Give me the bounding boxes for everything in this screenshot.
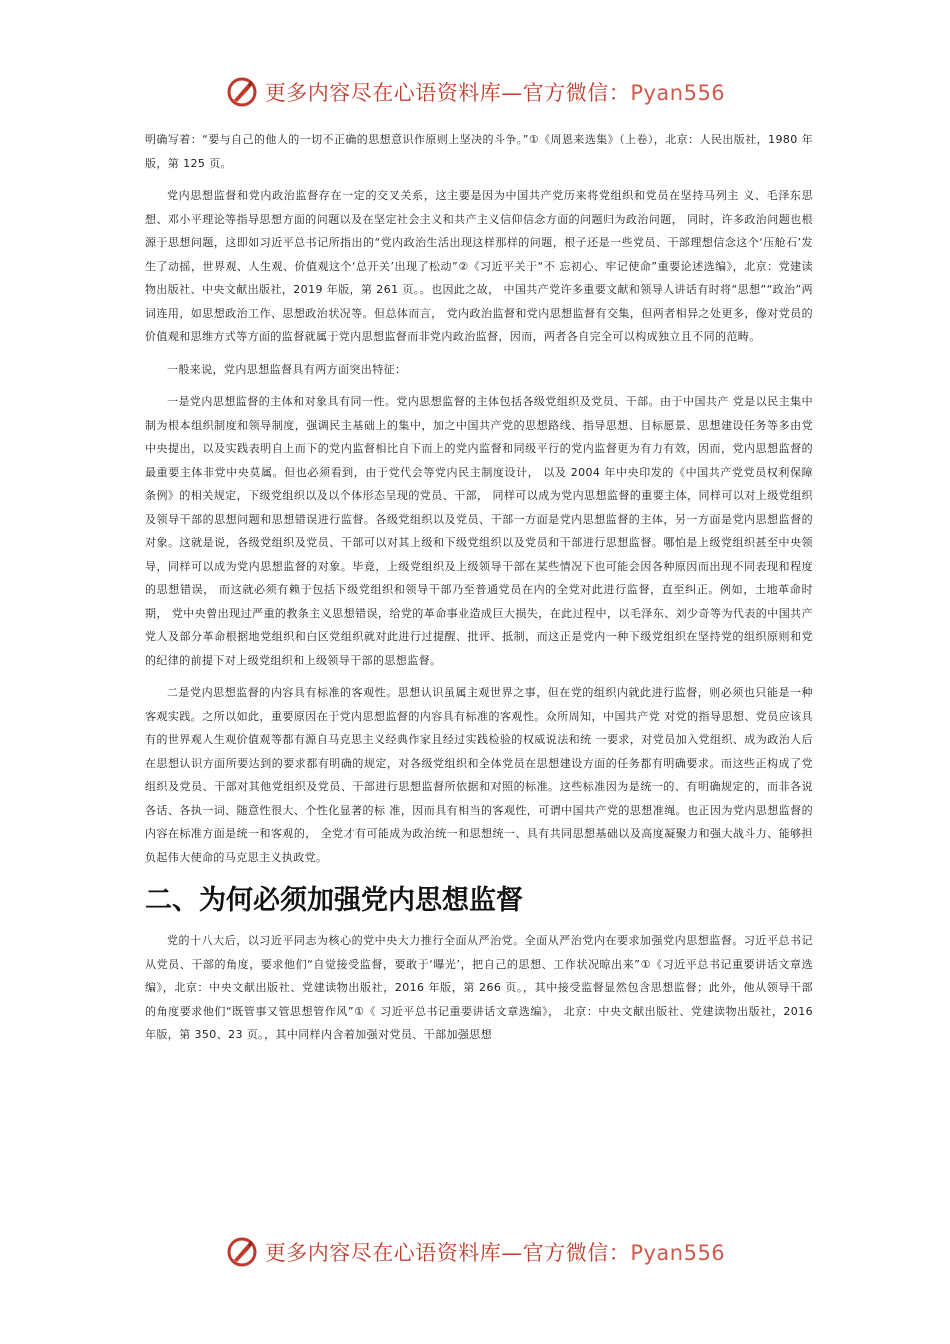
header-banner [0, 72, 950, 112]
paragraph-4: 二是党内思想监督的内容具有标准的客观性。思想认识虽属主观世界之事，但在党的组织内就此进行监督，则必须也只能是一种客观实践。之所以如此，重要原因在于党内思想监督的内容具有标准的客观性。众所周知，中国共产党 对党的指导思想、党员应该具有的世界观人生观价值观等都有源自马克思主义经典作家且经过实践检验的权威说法和统 一要求，对党员加入党组织、成为政治人后在思想认识方面所要达到的要求都有明确的规定，对各级党组织和全体党员在思想建设方面的任务都有明确要求。而这些正构成了党组织及党员、干部对其他党组织及党员、干部进行思想监督所依据和对照的标准。这些标准因为是统一的、有明确规定的，而非各说各话、各执一词、随意性很大、个性化显著的标 准，因而具有相当的客观性，可谓中国共产党的思想准绳。也正因为党内思想监督的内容在标准方面是统一和客观的， 全党才有可能成为政治统一和思想统一、具有共同思想基础以及高度凝聚力和强大战斗力、能够担负起伟大使命的马克思主义执政党。 [145, 686, 813, 864]
section-heading: 二、为何必须加强党内思想监督 [145, 885, 523, 916]
footer-banner-label: 更多内容尽在心语资料库—官方微信： [264, 1241, 631, 1265]
footer-wechat-id: Pyan556 [630, 1241, 726, 1265]
footer-banner [0, 1232, 950, 1272]
document-body [145, 128, 813, 1056]
header-banner-text [265, 77, 725, 107]
header-banner-label: 更多内容尽在心语资料库—官方微信： [264, 81, 631, 105]
pen-logo-icon [225, 75, 259, 109]
pen-logo-icon [225, 1235, 259, 1269]
paragraph-3: 一是党内思想监督的主体和对象具有同一性。党内思想监督的主体包括各级党组织及党员、干部。由于中国共产 党是以民主集中制为根本组织制度和领导制度，强调民主基础上的集中，加之中国共产党的思想路线、指导思想、目标愿景、思想建设任务等多由党中央提出，以及实践表明自上而下的党内监督相比自下而上的党内监督和同级平行的党内监督更为有力有效，因而，党内思想监督的最重要主体非党中央莫属。但也必须看到，由于党代会等党内民主制度设计， 以及 2004 年中央印发的《中国共产党党员权利保障条例》的相关规定，下级党组织以及以个体形态呈现的党员、干部， 同样可以成为党内思想监督的重要主体，同样可以对上级党组织及领导干部的思想问题和思想错误进行监督。各级党组织以及党员、干部一方面是党内思想监督的主体，另一方面是党内思想监督的对象。这就是说，各级党组织及党员、干部可以对其上级和下级党组织以及党员和干部进行思想监督。哪怕是上级党组织甚至中央领导，同样可以成为党内思想监督的对象。毕竟，上级党组织及上级领导干部在某些情况下也可能会因各种原因而出现不同表现和程度的思想错误， 而这就必须有赖于包括下级党组织和领导干部乃至普通党员在内的全党对此进行监督，直至纠正。例如，土地革命时期， 党中央曾出现过严重的教条主义思想错误，给党的革命事业造成巨大损失，在此过程中，以毛泽东、刘少奇等为代表的中国共产党人及部分革命根据地党组织和白区党组织就对此进行过提醒、批评、抵制，而这正是党内一种下级党组织在坚持党的组织原则和党的纪律的前提下对上级党组织和上级领导干部的思想监督。 [145, 395, 813, 667]
paragraph-1: 党内思想监督和党内政治监督存在一定的交叉关系，这主要是因为中国共产党历来将党组织和党员在坚持马列主 义、毛泽东思想、邓小平理论等指导思想方面的问题以及在坚定社会主义和共产主义信仰信念方面的问题归为政治问题， 同时，许多政治问题也根源于思想问题，这即如习近平总书记所指出的“党内政治生活出现这样那样的问题，根子还是一些党员、干部理想信念这个‘压舱石’发生了动摇，世界观、人生观、价值观这个‘总开关’出现了松动”②《习近平关于“不 忘初心、牢记使命”重要论述选编》，北京：党建读物出版社、中央文献出版社，2019 年版，第 261 页。。也因此之故， 中国共产党许多重要文献和领导人讲话有时将“思想”“政治”两词连用，如思想政治工作、思想政治状况等。但总体而言， 党内政治监督和党内思想监督有交集，但两者相异之处更多，像对党员的价值观和思维方式等方面的监督就属于党内思想监督而非党内政治监督，因而，两者各自完全可以构成独立且不同的范畴。 [145, 189, 813, 343]
paragraph-0: 明确写着：“要与自己的他人的一切不正确的思想意识作原则上坚决的斗争。”①《周恩来选集》（上卷），北京：人民出版社，1980 年版，第 125 页。 [145, 133, 813, 170]
footer-banner-text [265, 1237, 725, 1267]
paragraph-2: 一般来说，党内思想监督具有两方面突出特征： [167, 362, 407, 376]
paragraph-5: 党的十八大后，以习近平同志为核心的党中央大力推行全面从严治党。全面从严治党内在要求加强党内思想监督。习近平总书记从党员、干部的角度，要求他们“自觉接受监督，要敢于‘曝光’，把自己的思想、工作状况晾出来”①《习近平总书记重要讲话文章选编》，北京：中央文献出版社、党建读物出版社，2016 年版，第 266 页。，其中接受监督显然包含思想监督；此外，他从领导干部的角度要求他们“既管事又管思想管作风”①《 习近平总书记重要讲话文章选编》， 北京：中央文献出版社、党建读物出版社，2016 年版，第 350、23 页。，其中同样内含着加强对党员、干部加强思想 [145, 934, 813, 1041]
header-wechat-id: Pyan556 [630, 81, 726, 105]
